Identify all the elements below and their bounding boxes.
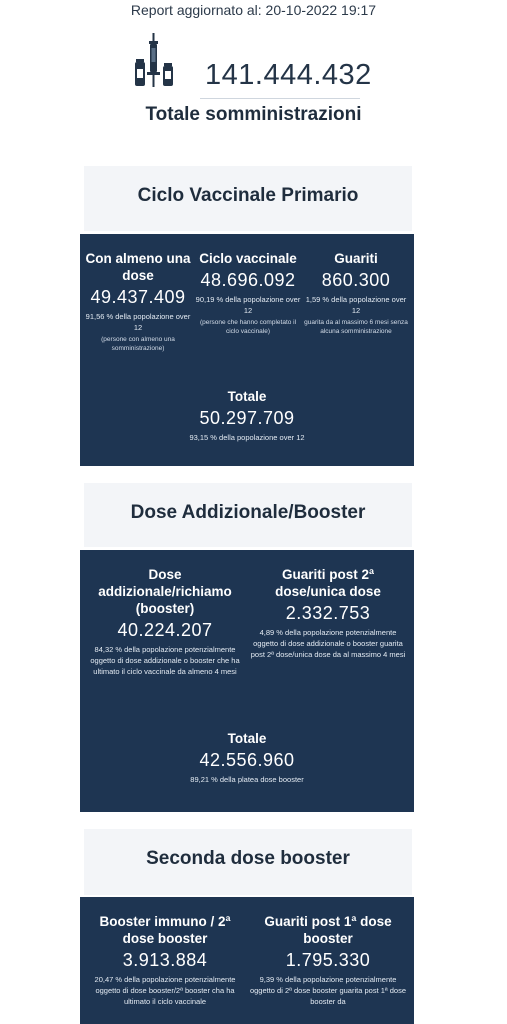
stat-percentage: 84,32 % della popolazione potenzialmente oggetto di dose addizionale o booster che ha ultimato il ciclo vaccinale da almeno 4 mesi: [90, 645, 240, 676]
stat-title: Dose addizionale/richiamo (booster): [98, 567, 232, 616]
stat-value: 860.300: [321, 270, 391, 290]
section-title-second-booster: Seconda dose booster: [84, 829, 412, 895]
stat-totale-booster: [147, 730, 347, 785]
hero-divider: [200, 98, 360, 99]
stat-percentage: 4,89 % della popolazione potenzialmente oggetto di dose addizionale o booster guarita post 2ª dose/unica dose da al massimo 4 mesi: [250, 628, 406, 659]
stat-guariti-post-seconda: [248, 566, 408, 660]
stat-percentage: 89,21 % della platea dose booster: [190, 775, 304, 784]
stat-title: Ciclo vaccinale: [199, 251, 297, 266]
stat-almeno-una-dose: [84, 250, 192, 353]
stat-value: 50.297.709: [199, 408, 295, 428]
stat-guariti: [304, 250, 408, 336]
stat-value: 3.913.884: [122, 950, 208, 970]
total-administrations-value: 141.444.432: [205, 59, 372, 91]
stat-note: guarita da al massimo 6 mesi senza alcuna somministrazione: [304, 319, 408, 335]
stat-totale-primary: [147, 388, 347, 443]
stat-value: 42.556.960: [199, 750, 295, 770]
stat-title: Booster immuno / 2ª dose booster: [99, 914, 231, 946]
stat-value: 1.795.330: [285, 950, 371, 970]
syringe-vials-icon: [133, 33, 175, 89]
stat-value: 48.696.092: [200, 270, 296, 290]
panel-primary: [80, 234, 414, 466]
stat-guariti-post-prima-booster: [248, 913, 408, 1007]
section-title-primary: Ciclo Vaccinale Primario: [84, 166, 412, 231]
stat-title: Guariti post 1ª dose booster: [264, 914, 392, 946]
stat-ciclo-vaccinale: [194, 250, 302, 336]
stat-note: (persone con almeno una somministrazione): [101, 336, 175, 352]
stat-percentage: 93,15 % della popolazione over 12: [189, 433, 305, 442]
total-administrations-label: Totale somministrazioni: [145, 104, 362, 125]
stat-percentage: 1,59 % della popolazione over 12: [305, 295, 407, 315]
stat-title: Totale: [227, 731, 267, 746]
stat-percentage: 20,47 % della popolazione potenzialmente oggetto di dose booster/2ª booster cha ha ultimato il ciclo vaccinale: [94, 975, 236, 1006]
stat-title: Totale: [227, 389, 267, 404]
stat-percentage: 90,19 % della popolazione over 12: [195, 295, 301, 315]
panel-second-booster: [80, 897, 414, 1024]
stat-percentage: 91,56 % della popolazione over 12: [85, 312, 191, 332]
report-updated-text: Report aggiornato al: 20-10-2022 19:17: [130, 2, 377, 18]
stat-title: Con almeno una dose: [85, 251, 191, 283]
section-title-booster: Dose Addizionale/Booster: [84, 483, 412, 547]
stat-value: 49.437.409: [90, 287, 186, 307]
stat-title: Guariti post 2ª dose/unica dose: [275, 567, 381, 599]
stat-percentage: 9,39 % della popolazione potenzialmente oggetto di 2ª dose booster guarita post 1ª dose booster da: [249, 975, 407, 1006]
stat-note: (persone che hanno completato il ciclo vaccinale): [199, 319, 297, 335]
stat-value: 2.332.753: [285, 603, 371, 623]
stat-title: Guariti: [334, 251, 378, 266]
panel-booster: [80, 550, 414, 812]
stat-booster-immuno: [90, 913, 240, 1007]
stat-value: 40.224.207: [117, 620, 213, 640]
stat-dose-addizionale: [90, 566, 240, 677]
